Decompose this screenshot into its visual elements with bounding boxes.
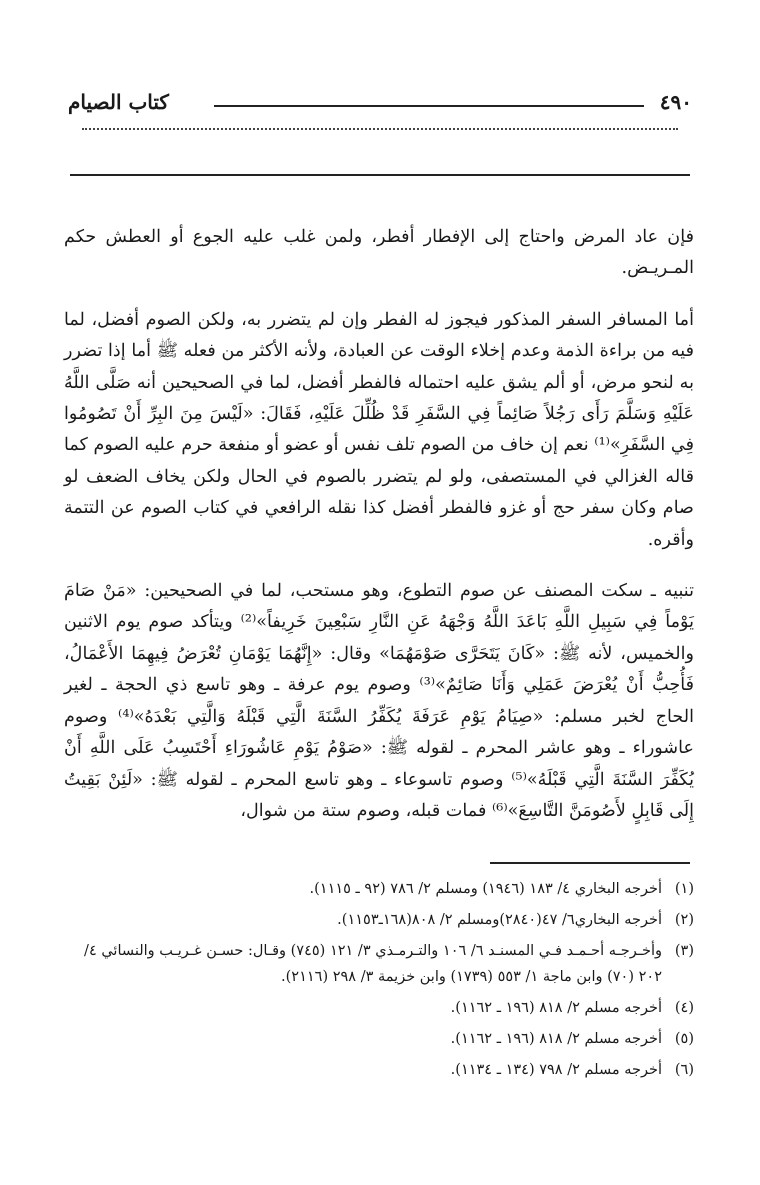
paragraph: تنبيه ـ سكت المصنف عن صوم التطوع، وهو مستحب، لما في الصحيحين: «مَنْ صَامَ يَوْماً فِي سَبِيلِ اللَّهِ بَاعَدَ اللَّهُ وَجْهَهُ عَنِ النَّارِ سَبْعِينَ خَرِيفاً»⁽²⁾ ويتأكد صوم يوم الاثنين والخميس، لأنه ﷺ: «كَانَ يَتَحَرَّى صَوْمَهُمَا» وقال: «إِنَّهُمَا يَوْمَانِ تُعْرَضُ فِيهِمَا الأَعْمَالُ، فَأُحِبُّ أَنْ يُعْرَضَ عَمَلِي وَأَنَا صَائِمٌ»⁽³⁾ وصوم يوم عرفة ـ وهو تاسع ذي الحجة ـ لغير الحاج لخبر مسلم: «صِيَامُ يَوْمِ عَرَفَةَ يُكَفِّرُ السَّنَةَ الَّتِي قَبْلَهُ وَالَّتِي بَعْدَهُ»⁽⁴⁾ وصوم عاشوراء ـ وهو عاشر المحرم ـ لقوله ﷺ: «صَوْمُ يَوْمِ عَاشُورَاءِ أَحْتَسِبُ عَلَى اللَّهِ أَنْ يُكَفِّرَ السَّنَةَ الَّتِي قَبْلَهُ»⁽⁵⁾ وصوم تاسوعاء ـ وهو تاسع المحرم ـ لقوله ﷺ: «لَئِنْ بَقِيتُ إِلَى قَابِلٍ لأَصُومَنَّ التَّاسِعَ»⁽⁶⁾ فمات قبله، وصوم ستة من شوال، xyxy=(64,581,694,821)
footnote xyxy=(64,1026,694,1052)
page-header xyxy=(68,90,692,118)
footnote-text: أخرجه البخاري٦/ ٤٧(٢٨٤٠)ومسلم ٢/ ٨٠٨(١٦٨ـ١١٥٣). xyxy=(337,912,662,928)
dotted-separator xyxy=(82,128,678,144)
footnote-rule xyxy=(490,862,690,864)
footnote xyxy=(64,1057,694,1083)
footnote-text: أخرجه مسلم ٢/ ٨١٨ (١٩٦ ـ ١١٦٢). xyxy=(450,1000,662,1016)
footnote-text: أخرجه مسلم ٢/ ٨١٨ (١٩٦ ـ ١١٦٢). xyxy=(450,1031,662,1047)
footnotes xyxy=(64,876,694,1088)
footnote-number: (١) xyxy=(674,881,694,897)
running-title: كتاب الصيام xyxy=(68,90,169,114)
top-rule xyxy=(70,174,690,176)
header-rule xyxy=(214,105,644,107)
footnote xyxy=(64,938,694,990)
footnote xyxy=(64,907,694,933)
footnote-text: أخرجه مسلم ٢/ ٧٩٨ (١٣٤ ـ ١١٣٤). xyxy=(450,1062,662,1078)
footnote-text: أخرجه البخاري ٤/ ١٨٣ (١٩٤٦) ومسلم ٢/ ٧٨٦ (٩٢ ـ ١١١٥). xyxy=(309,881,662,897)
footnote-number: (٥) xyxy=(674,1031,694,1047)
footnote-number: (٢) xyxy=(674,912,694,928)
footnote-number: (٦) xyxy=(674,1062,694,1078)
paragraph: أما المسافر السفر المذكور فيجوز له الفطر وإن لم يتضرر به، ولكن الصوم أفضل، لما فيه من براءة الذمة وعدم إخلاء الوقت عن العبادة، ولأنه الأكثر من فعله ﷺ أما إذا تضرر به لنحو مرض، أو ألم يشق عليه احتماله فالفطر أفضل، لما في الصحيحين أنه صَلَّى اللَّهُ عَلَيْهِ وَسَلَّمَ رَأَى رَجُلاً صَائِماً فِي السَّفَرِ قَدْ ظُلِّلَ عَلَيْهِ، فَقَالَ: «لَيْسَ مِنَ البِرِّ أَنْ تَصُومُوا فِي السَّفَرِ»⁽¹⁾ نعم إن خاف من الصوم تلف نفس أو عضو أو منفعة حرم عليه الصوم كما قاله الغزالي في المستصفى، ولو لم يتضرر بالصوم في الحال ولكن يخاف الضعف لو صام وكان سفر حج أو غزو فالفطر أفضل كذا نقله الرافعي في كتاب الصوم عن التتمة وأقره. xyxy=(64,309,694,550)
footnote xyxy=(64,876,694,902)
footnote-text: وأخـرجـه أحـمـد فـي المسنـد ٦/ ١٠٦ والتـرمـذي ٣/ ١٢١ (٧٤٥) وقـال: حسـن غـريـب والنسائي ٤/ ٢٠٢ (٧٠) وابن ماجة ١/ ٥٥٣ (١٧٣٩) وابن خزيمة ٣/ ٢٩٨ (٢١١٦). xyxy=(84,943,662,985)
paragraph: فإن عاد المرض واحتاج إلى الإفطار أفطر، ولمن غلب عليه الجوع أو العطش حكم المـريـض. xyxy=(64,227,694,279)
footnote-number: (٤) xyxy=(674,1000,694,1016)
footnote-number: (٣) xyxy=(674,943,694,959)
main-text xyxy=(64,222,694,847)
page-number: ٤٩٠ xyxy=(659,90,692,114)
footnote xyxy=(64,995,694,1021)
